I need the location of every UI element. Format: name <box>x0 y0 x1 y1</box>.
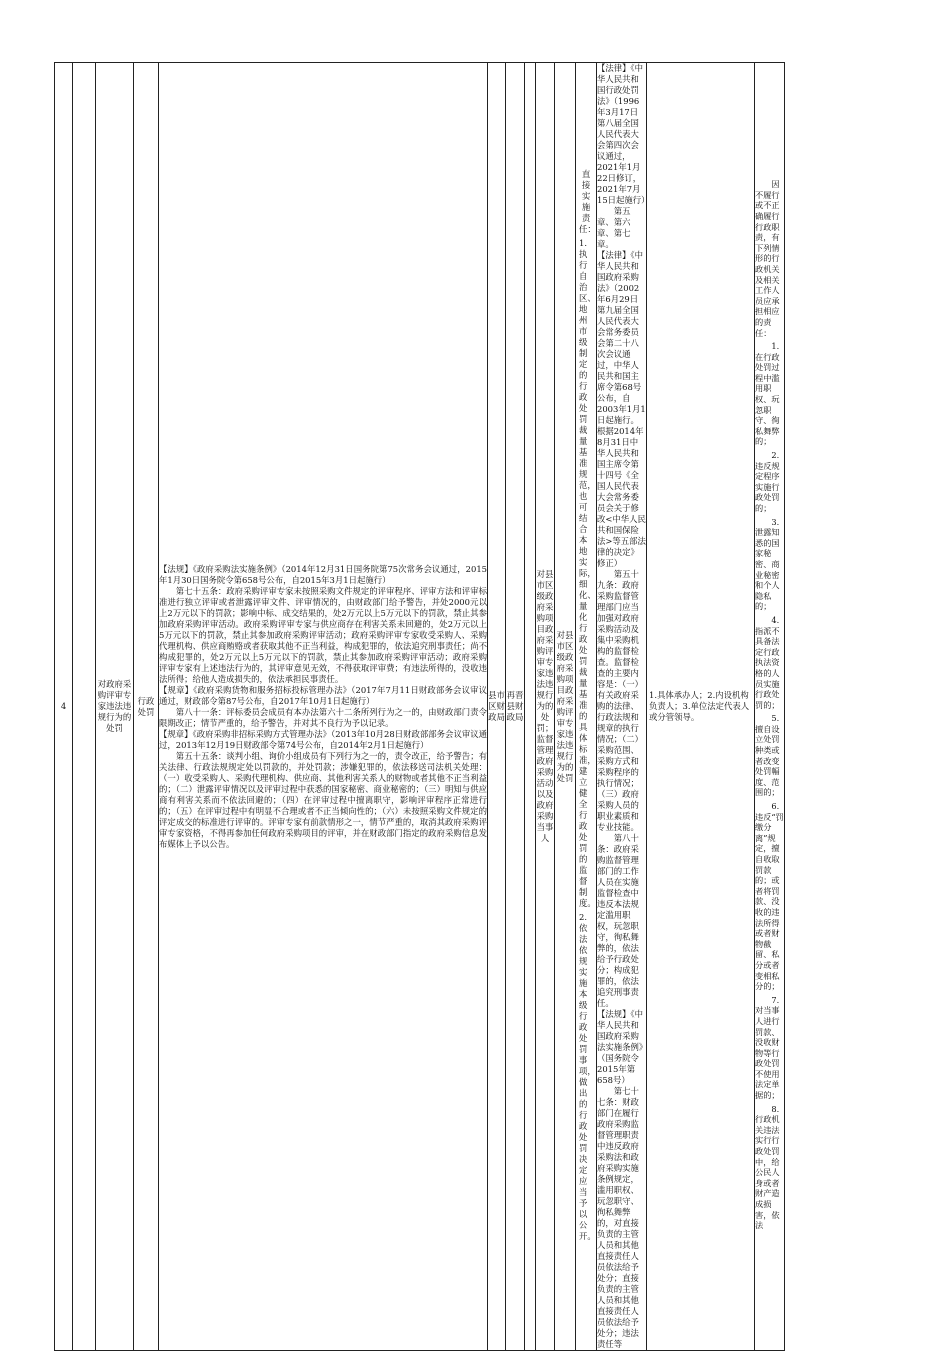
basis-law-3: 【规章】《政府采购非招标采购方式管理办法》（2013年10月28日财政部部务会议审议通过，2013年12月19日财政部令第74号公布，自2014年2月1日起施行） <box>159 728 487 750</box>
accountability-line: 1.在行政处罚过程中滥用职权、玩忽职守、徇私舞弊的； <box>755 341 780 447</box>
empty-cell <box>73 63 96 1351</box>
basis-law-1: 【法规】《政府采购法实施条例》（2014年12月31日国务院第75次常务会议通过，2015年1月30日国务院令第658号公布，自2015年3月1日起施行） <box>159 563 487 585</box>
responsible-persons: 1.具体承办人；2.内设机构负责人；3.单位法定代表人或分管领导。 <box>649 690 750 722</box>
basis-cell <box>159 63 488 1351</box>
decision-line: 2.依法依规实施本级行政处罚事项，做出的行政处罚决定应当予以公开。 <box>579 911 596 1241</box>
review-cell <box>555 63 576 1351</box>
legal-basis-line: 【法律】《中华人民共和国政府采购法》（2002年6月29日第九届全国人民代表大会常务委员会第二十八次会议通过，中华人民共和国主席令第68号公布，自2003年1月1日起施行。根据2014年8月31日中华人民共和国主席令第十四号《全国人民代表大会常务委员会关于修改<中华人民共和国保险法>等五部法律的决定》修正） <box>597 250 646 568</box>
legal-basis-line: 第五章、第六章、第七章。 <box>597 206 631 249</box>
undertaking-body-cell <box>506 63 525 1351</box>
accountability-cell <box>755 63 785 1351</box>
accountability-line: 因不履行或不正确履行行政职责，有下列情形的行政机关及相关工作人员应承担相应的责任： <box>755 179 780 338</box>
implementing-body-cell <box>488 63 506 1351</box>
basis-law-2: 【规章】《政府采购货物和服务招标投标管理办法》（2017年7月11日财政部务会议审议通过，财政部令第87号公布，自2017年10月1日起施行） <box>159 684 488 706</box>
row-index-cell <box>55 63 73 1351</box>
item-category: 行政处罚 <box>137 695 155 717</box>
accountability-line: 6.违反“罚缴分离”规定，擅自收取罚款的；或者将罚款、没收的违法所得或者财物截留、私分或者变相私分的； <box>755 801 784 992</box>
review-responsibility: 对县市区级政府采购项目政府采购评审专家违法违规行为的处罚 <box>556 629 574 783</box>
power-list-table <box>54 62 909 1351</box>
accountability-line: 8.行政机关违法实行行政处罚中，给公民人身或者财产造成损害，依法 <box>755 1103 780 1231</box>
undertaking-body: 再晋县财政局 <box>506 690 524 722</box>
basis-article-1: 第七十五条：政府采购评审专家未按照采购文件规定的评审程序、评审方法和评审标准进行独立评审或者泄露评审文件、评审情况的，由财政部门给予警告，并处2000元以上2万元以下的罚款；影响中标、成交结果的，处2万元以上5万元以下的罚款，禁止其参加政府采购评审活动。政府采购评审专家与供应商存在利害关系未回避的，处2万元以上5万元以下的罚款，禁止其参加政府采购评审活动；政府采购评审专家收受采购人、采购代理机构、供应商贿赂或者获取其他不正当利益，构成犯罪的，依法追究刑事责任；尚不构成犯罪的，处2万元以上5万元以下的罚款，禁止其参加政府采购评审活动；政府采购评审专家有上述违法行为的，其评审意见无效，不得获取评审费；有违法所得的，没收违法所得；给他人造成损失的，依法承担民事责任。 <box>159 585 487 684</box>
legal-basis-line: 【法律】《中华人民共和国行政处罚法》（1996年3月17日第八届全国人民代表大会第四次会议通过，2021年1月22日修订，2021年7月15日起施行） <box>597 63 650 205</box>
acceptance-cell <box>536 63 555 1351</box>
legal-basis-line: 第八十条：政府采购监督管理部门的工作人员在实施监督检查中违反本法规定滥用职权，玩忽职守，徇私舞弊的，依法给予行政处分；构成犯罪的，依法追究刑事责任。 <box>597 833 639 1008</box>
decision-line: 直接实施责任： <box>579 168 596 234</box>
decision-line: 1.执行自治区、地州市级制定的行政处罚裁量基准规范，也可结合本地实际，细化、量化行政处罚裁量基准的具体标准，建立健全行政处罚的监督制度。 <box>579 237 596 908</box>
responsible-persons-cell <box>647 63 755 1351</box>
implementing-body: 县市区财政局 <box>488 690 505 722</box>
table-row <box>55 63 909 1351</box>
accountability-line: 7.对当事人进行罚款、没收财物等行政处罚不使用法定单据的； <box>755 994 780 1101</box>
legal-basis-line: 第五十九条：政府采购监督管理部门应当加强对政府采购活动及集中采购机构的监督检查。监督检查的主要内容是：（一）有关政府采购的法律、行政法规和规章的执行情况；（二）采购范围、采购方式和采购程序的执行情况；（三）政府采购人员的职业素质和专业技能。 <box>597 569 644 832</box>
basis-article-2: 第八十一条：评标委员会成员有本办法第六十二条所列行为之一的，由财政部门责令限期改正；情节严重的，给予警告，并对其不良行为予以记录。 <box>159 706 487 728</box>
acceptance-responsibility: 对县市区级政府采购项目政府采购评审专家违法违规行为的处罚；监督管理政府采购活动以及政府采购当事人 <box>536 569 554 843</box>
row-index: 4 <box>60 701 67 711</box>
accountability-line: 3.泄露知悉的国家秘密、商业秘密和个人隐私的； <box>755 516 780 612</box>
accountability-line: 5.擅自设立处罚种类或者改变处罚幅度、范围的； <box>755 713 780 798</box>
legal-basis-line: 【法规】《中华人民共和国政府采购法实施条例》（国务院令2015年第658号） <box>597 1009 648 1085</box>
item-name: 对政府采购评审专家违法违规行为的处罚 <box>97 679 132 733</box>
basis-article-3: 第五十五条：谈判小组、询价小组成员有下列行为之一的，责令改正，给予警告；有关法律、行政法规规定处以罚款的，并处罚款；涉嫌犯罪的，依法移送司法机关处理：（一）收受采购人、采购代理机构、供应商、其他利害关系人的财物或者其他不正当利益的；（二）泄露评审情况以及评审过程中获悉的国家秘密、商业秘密的；（三）明知与供应商有利害关系而不依法回避的；（四）在评审过程中擅离职守，影响评审程序正常进行的；（五）在评审过程中有明显不合理或者不正当倾向性的；（六）未按照采购文件规定的评定成交的标准进行评审的。评审专家有前款情形之一，情节严重的，取消其政府采购评审专家资格，不得再参加任何政府采购项目的评审，并在财政部门指定的政府采购信息发布媒体上予以公告。 <box>159 750 487 849</box>
power-list-table-frame <box>54 62 888 1349</box>
decision-cell <box>576 63 597 1351</box>
accountability-line: 4.指派不具备法定行政执法资格的人员实施行政处罚的； <box>755 614 780 710</box>
accountability-line: 2.违反规定程序实施行政处罚的； <box>755 450 780 514</box>
legal-basis-line: 第七十七条：财政部门在履行政府采购监督管理职责中违反政府采购法和政府采购实施条例规定，滥用职权、玩忽职守、徇私舞弊的，对直接负责的主管人员和其他直接责任人员依法给予处分；直接负责的主管人员和其他直接责任人员依法给予处分；违法责任等 <box>597 1086 639 1349</box>
item-name-cell <box>96 63 134 1351</box>
category-cell <box>134 63 159 1351</box>
empty-cell <box>525 63 536 1351</box>
legal-basis-cell <box>597 63 650 1351</box>
